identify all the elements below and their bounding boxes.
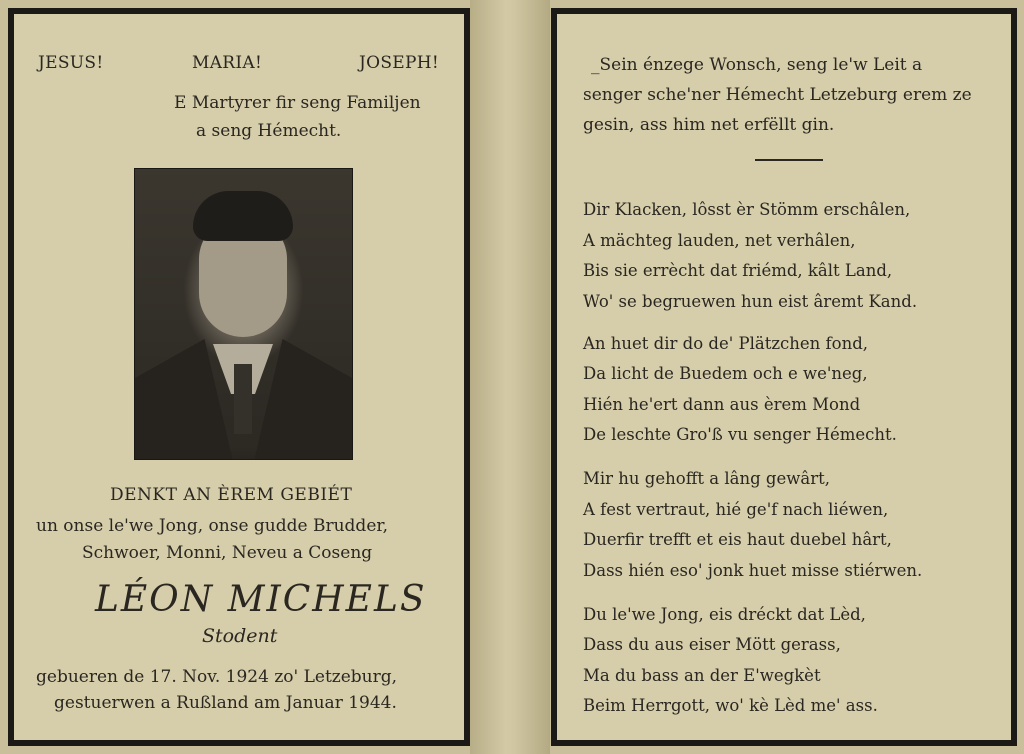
- poem-line: Dass du aus eiser Mött gerass,: [583, 635, 841, 654]
- poem-line: Da licht de Buedem och e we'neg,: [583, 364, 868, 383]
- memorial-card-front: [8, 8, 470, 746]
- poem-line: An huet dir do de' Plätzchen fond,: [583, 334, 869, 353]
- poem-line: De leschte Gro'ß vu senger Hémecht.: [583, 425, 897, 444]
- poem-line: Wo' se begruewen hun eist âremt Kand.: [583, 292, 918, 311]
- birth-line: gebueren de 17. Nov. 1924 zo' Letzeburg,: [36, 667, 398, 687]
- invocation-jesus: JESUS!: [38, 53, 104, 73]
- intro-line-2: senger sche'ner Hémecht Letzeburg erem ze: [583, 85, 972, 105]
- portrait-photo: [134, 168, 353, 460]
- poem-line: Beim Herrgott, wo' kè Lèd me' ass.: [583, 696, 878, 715]
- deceased-name: LÉON MICHELS: [95, 579, 427, 620]
- invocation-joseph: JOSEPH!: [359, 53, 440, 73]
- poem-line: A mächteg lauden, net verhâlen,: [583, 231, 856, 250]
- poem-line: Hién he'ert dann aus èrem Mond: [583, 395, 861, 414]
- poem-line: Duerfir trefft et eis haut duebel hârt,: [583, 530, 892, 549]
- memorial-card-back: [551, 8, 1017, 746]
- prayer-heading: DENKT AN ÈREM GEBIÉT: [110, 485, 353, 505]
- intro-line-3: gesin, ass him net erfëllt gin.: [583, 115, 835, 135]
- poem-line: Dir Klacken, lôsst èr Stömm erschâlen,: [583, 200, 911, 219]
- subtitle-line-2: a seng Hémecht.: [196, 121, 342, 141]
- intro-line-1: _Sein énzege Wonsch, seng le'w Leit a: [591, 55, 923, 75]
- poem-line: Mir hu gehofft a lâng gewârt,: [583, 469, 830, 488]
- poem-line: A fest vertraut, hié ge'f nach liéwen,: [583, 500, 889, 519]
- relations-line-1: un onse le'we Jong, onse gudde Brudder,: [36, 516, 389, 536]
- relations-line-2: Schwoer, Monni, Neveu a Coseng: [82, 543, 373, 563]
- poem-line: Ma du bass an der E'wegkèt: [583, 666, 821, 685]
- poem-line: Bis sie errècht dat friémd, kâlt Land,: [583, 261, 893, 280]
- occupation: Stodent: [202, 625, 278, 647]
- invocation-maria: MARIA!: [192, 53, 263, 73]
- divider-rule: [755, 159, 823, 161]
- subtitle-line-1: E Martyrer fir seng Familjen: [174, 93, 421, 113]
- page-gutter: [470, 0, 550, 754]
- poem-line: Dass hién eso' jonk huet misse stiérwen.: [583, 561, 923, 580]
- poem-line: Du le'we Jong, eis dréckt dat Lèd,: [583, 605, 866, 624]
- death-line: gestuerwen a Rußland am Januar 1944.: [54, 693, 397, 713]
